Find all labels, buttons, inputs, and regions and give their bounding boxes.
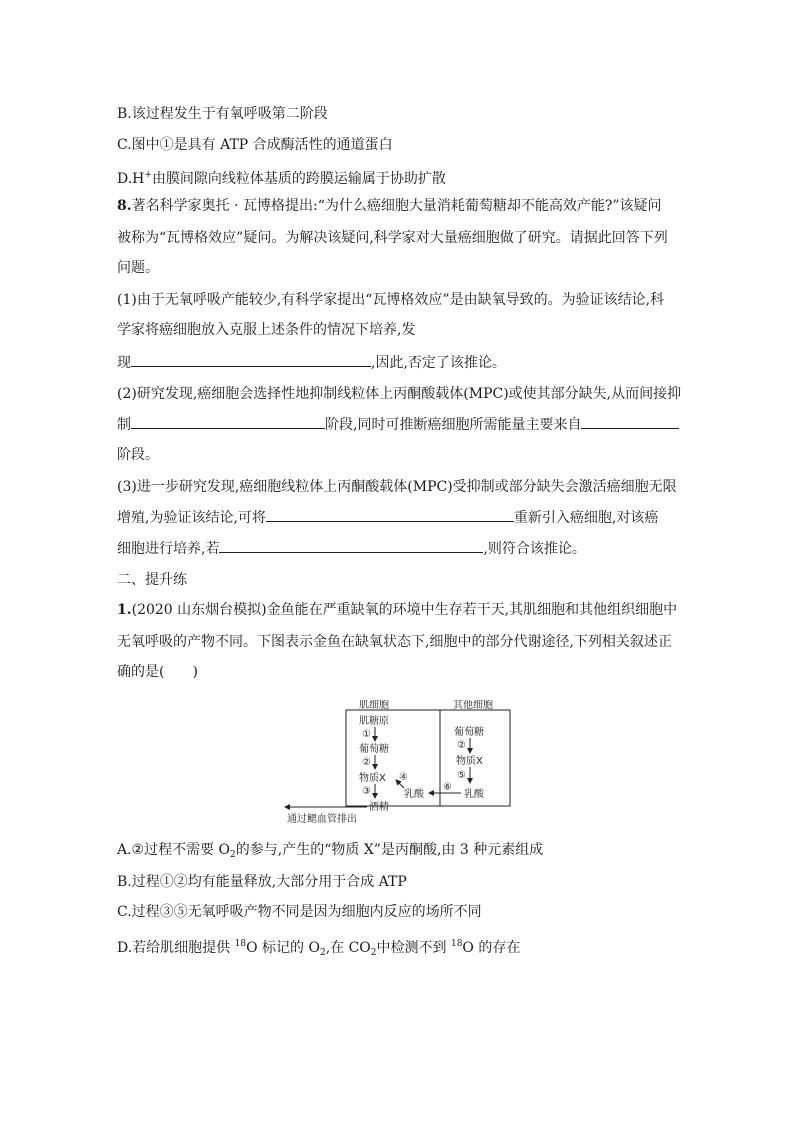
glucose-right-label: 葡萄糖 — [454, 727, 484, 738]
q1-line-3: 确的是( ) — [117, 664, 198, 680]
q8-part1-line-2: 学家将癌细胞放入克服上述条件的情况下培养,发 — [117, 322, 416, 338]
q8-part1-line-3: 现 ,因此,否定了该推论。 — [117, 352, 506, 373]
q8-part2-line-1: (2)研究发现,癌细胞会选择性地抑制线粒体上丙酮酸载体(MPC)或使其部分缺失,从而间接抑 — [117, 386, 682, 402]
substance-x-right-label: 物质X — [456, 756, 483, 767]
option-d[interactable]: D.若给肌细胞提供 $^{18}$O 标记的 $O_2$,在 $CO_2$中检测不到 $^{18}$O 的存在 — [117, 939, 521, 958]
q8-part2-line-2: 制 阶段,同时可推断癌细胞所需能量主要来自 — [117, 414, 679, 435]
muscle-cell-header: 肌细胞 — [359, 700, 389, 711]
q8-part3-line-2: 增殖,为验证该结论,可将 重新引入癌细胞,对该癌 — [117, 507, 658, 528]
q8-number: 8. — [117, 198, 132, 214]
option-b-prev: B.该过程发生于有氧呼吸第二阶段 — [117, 106, 328, 122]
option-a[interactable]: A.②过程不需要 $O_2$的参与,产生的“物质 X”是丙酮酸,由 3 种元素组成 — [117, 842, 544, 860]
step1-label: ① — [362, 729, 371, 740]
answer-blank-2[interactable] — [131, 414, 325, 429]
q8-part3-line-3: 细胞进行培养,若 ,则符合该推论。 — [117, 538, 586, 559]
lactic-right-label: 乳酸 — [464, 789, 484, 800]
section-heading: 二、提升练 — [117, 572, 187, 588]
alcohol-label: 酒精 — [369, 802, 389, 813]
glucose-left-label: 葡萄糖 — [359, 744, 389, 755]
answer-blank-4[interactable] — [266, 507, 514, 522]
metabolic-pathway-diagram — [283, 700, 513, 830]
step6-label: ⑥ — [443, 782, 452, 793]
option-c-prev: C.图中①是具有 ATP 合成酶活性的通道蛋白 — [117, 137, 393, 153]
glycogen-label: 肌糖原 — [359, 716, 389, 727]
q1-line-1: 1.(2020 山东烟台模拟)金鱼能在严重缺氧的环境中生存若干天,其肌细胞和其他组织细胞中 — [117, 602, 678, 618]
lactic-left-label: 乳酸 — [404, 789, 424, 800]
answer-blank-3[interactable] — [581, 414, 679, 429]
step4-label: ④ — [399, 772, 408, 783]
step3-label: ③ — [362, 786, 371, 797]
q8-line-3: 问题。 — [117, 260, 159, 276]
q1-line-2: 无氧呼吸的产物不同。下图表示金鱼在缺氧状态下,细胞中的部分代谢途径,下列相关叙述正 — [117, 634, 672, 650]
q8-part1-line-1: (1)由于无氧呼吸产能较少,有科学家提出“瓦博格效应”是由缺氧导致的。为验证该结论,科 — [117, 292, 665, 308]
excrete-label: 通过鳃血管排出 — [287, 814, 357, 825]
q8-part3-line-1: (3)进一步研究发现,癌细胞线粒体上丙酮酸载体(MPC)受抑制或部分缺失会激活癌细胞无限 — [117, 479, 677, 495]
option-b[interactable]: B.过程①②均有能量释放,大部分用于合成 ATP — [117, 874, 407, 890]
option-d-prev: D.H+由膜间隙向线粒体基质的跨膜运输属于协助扩散 — [117, 170, 446, 187]
step2-right-label: ② — [457, 740, 466, 751]
q8-part2-line-3: 阶段。 — [117, 447, 159, 463]
q8-line-1: 8.著名科学家奥托 · 瓦博格提出:“为什么癌细胞大量消耗葡萄糖却不能高效产能?”该疑问 — [117, 198, 662, 214]
substance-x-left-label: 物质X — [359, 773, 386, 784]
option-c[interactable]: C.过程③⑤无氧呼吸产物不同是因为细胞内反应的场所不同 — [117, 904, 482, 920]
other-cell-header: 其他细胞 — [453, 700, 493, 711]
q8-line-2: 被称为“瓦博格效应”疑问。为解决该疑问,科学家对大量癌细胞做了研究。请据此回答下列 — [117, 230, 668, 246]
step5-label: ⑤ — [457, 770, 466, 781]
q1-number: 1. — [117, 602, 132, 618]
answer-blank-5[interactable] — [219, 538, 483, 553]
answer-blank-1[interactable] — [131, 352, 371, 367]
step2-left-label: ② — [362, 757, 371, 768]
